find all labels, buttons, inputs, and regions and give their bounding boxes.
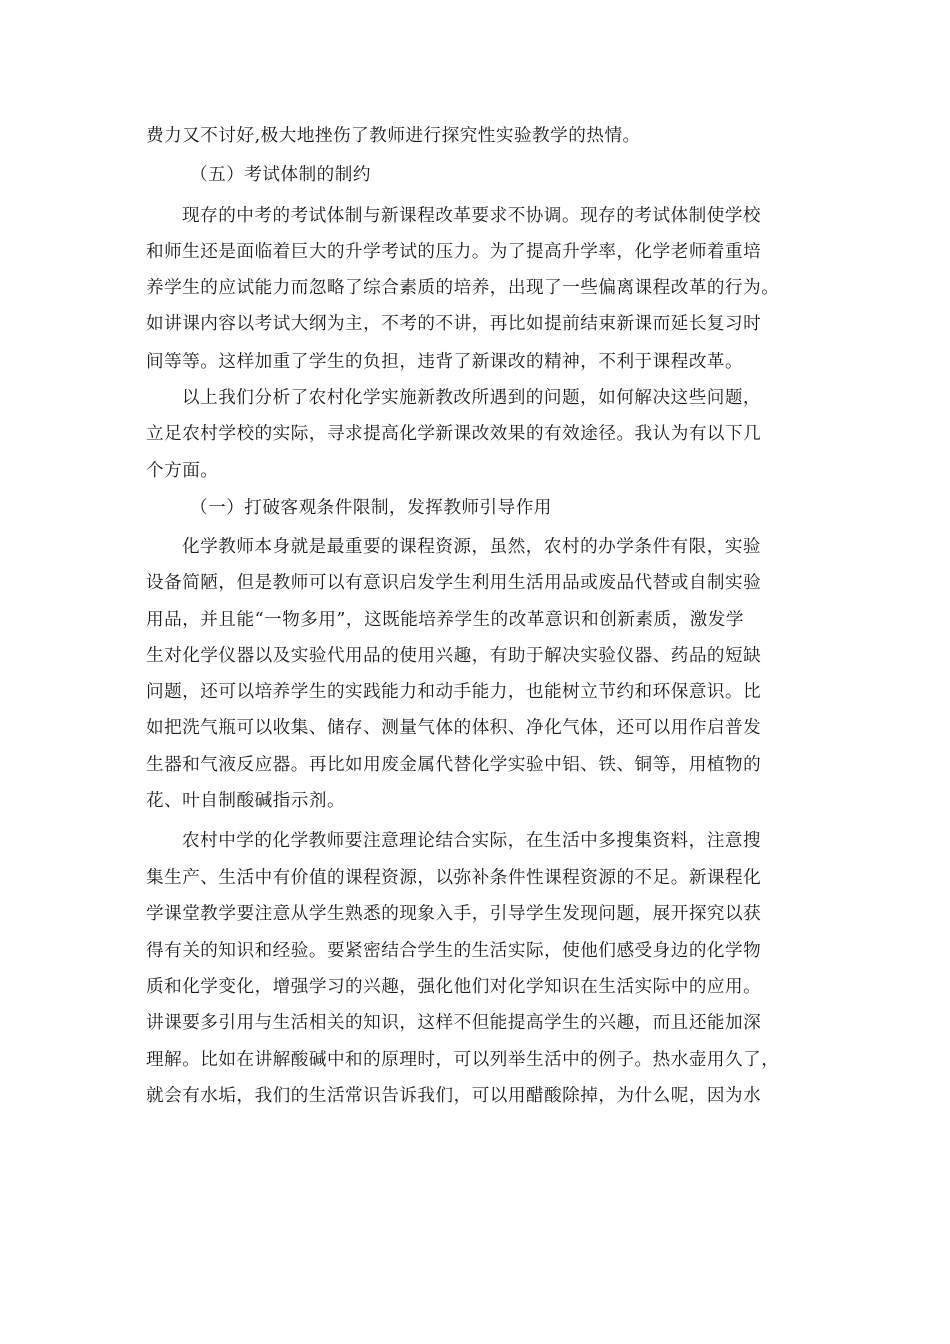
text-line: 花、叶自制酸碱指示剂。 <box>146 791 346 811</box>
section-heading: （五）考试体制的制约 <box>190 165 371 185</box>
text-line: 间等等。这样加重了学生的负担，违背了新课改的精神，不利于课程改革。 <box>146 352 744 372</box>
text-line: 如把洗气瓶可以收集、储存、测量气体的体积、净化气体，还可以用作启普发 <box>146 718 762 738</box>
text-line: 学课堂教学要注意从学生熟悉的现象入手，引导学生发现问题，展开探究以获 <box>146 904 762 924</box>
text-line: 问题，还可以培养学生的实践能力和动手能力，也能树立节约和环保意识。比 <box>146 682 762 702</box>
text-line: 以上我们分析了农村化学实施新教改所遇到的问题，如何解决这些问题， <box>182 388 762 408</box>
text-line: 如讲课内容以考试大纲为主，不考的不讲，再比如提前结束新课而延长复习时 <box>146 314 762 334</box>
text-line: 农村中学的化学教师要注意理论结合实际，在生活中多搜集资料，注意搜 <box>182 831 762 851</box>
text-line: 化学教师本身就是最重要的课程资源，虽然，农村的办学条件有限，实验 <box>182 537 762 557</box>
text-line: 个方面。 <box>146 461 219 481</box>
text-line: 现存的中考的考试体制与新课程改革要求不协调。现存的考试体制使学校 <box>182 206 762 226</box>
text-line: 生对化学仪器以及实验代用品的使用兴趣，有助于解决实验仪器、药品的短缺 <box>146 646 762 666</box>
text-line: 养学生的应试能力而忽略了综合素质的培养，出现了一些偏离课程改革的行为。 <box>146 278 780 298</box>
text-line: 得有关的知识和经验。要紧密结合学生的生活实际，使他们感受身边的化学物 <box>146 941 762 961</box>
text-line: 用品，并且能“一物多用”，这既能培养学生的改革意识和创新素质，激发学 <box>146 610 744 630</box>
text-line: 讲课要多引用与生活相关的知识，这样不但能提高学生的兴趣，而且还能加深 <box>146 1013 762 1033</box>
section-heading: （一）打破客观条件限制，发挥教师引导作用 <box>190 498 552 518</box>
text-line: 生器和气液反应器。再比如用废金属代替化学实验中铝、铁、铜等，用植物的 <box>146 755 762 775</box>
text-line: 费力又不讨好,极大地挫伤了教师进行探究性实验教学的热情。 <box>146 126 641 146</box>
text-line: 理解。比如在讲解酸碱中和的原理时，可以列举生活中的例子。热水壶用久了， <box>146 1050 780 1070</box>
text-line: 立足农村学校的实际，寻求提高化学新课改效果的有效途径。我认为有以下几 <box>146 424 762 444</box>
text-line: 质和化学变化，增强学习的兴趣，强化他们对化学知识在生活实际中的应用。 <box>146 977 762 997</box>
text-line: 设备简陋，但是教师可以有意识启发学生利用生活用品或废品代替或自制实验 <box>146 573 762 593</box>
text-line: 集生产、生活中有价值的课程资源，以弥补条件性课程资源的不足。新课程化 <box>146 868 762 888</box>
text-line: 就会有水垢，我们的生活常识告诉我们，可以用醋酸除掉，为什么呢，因为水 <box>146 1086 762 1106</box>
text-line: 和师生还是面临着巨大的升学考试的压力。为了提高升学率，化学老师着重培 <box>146 242 762 262</box>
